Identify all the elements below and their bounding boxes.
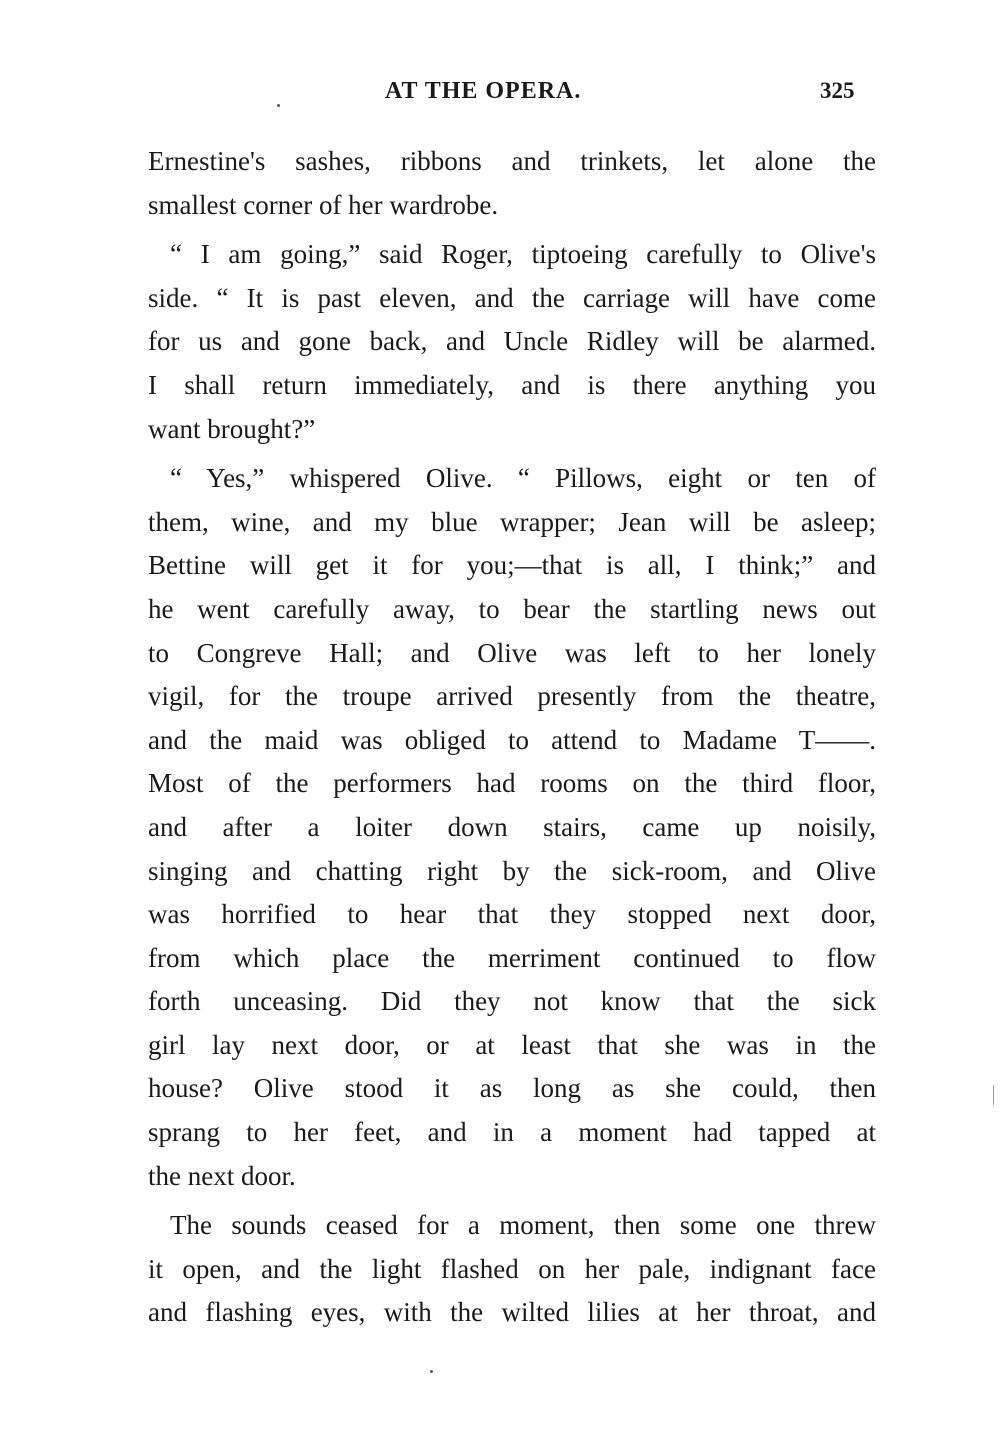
text-line: he went carefully away, to bear the startling news out — [148, 593, 876, 624]
text-line: girl lay next door, or at least that she was in the — [148, 1029, 876, 1060]
text-line: it open, and the light flashed on her pale, indignant face — [148, 1253, 876, 1284]
text-line: I shall return immediately, and is there anything you — [148, 369, 876, 400]
body-text — [148, 140, 876, 1335]
text-line: was horrified to hear that they stopped next door, — [148, 899, 876, 930]
text-line: Bettine will get it for you;—that is all, I think;” and — [148, 550, 876, 581]
text-line: the next door. — [148, 1160, 296, 1191]
paragraph — [148, 1204, 876, 1335]
edge-mark — [993, 1085, 994, 1105]
print-speck — [277, 104, 280, 107]
text-line: and after a loiter down stairs, came up noisily, — [148, 811, 876, 842]
running-title: AT THE OPERA. — [385, 78, 582, 104]
paragraph — [148, 233, 876, 451]
running-head — [0, 78, 1000, 112]
text-line: forth unceasing. Did they not know that the sick — [148, 986, 876, 1017]
text-line: house? Olive stood it as long as she could, then — [148, 1073, 876, 1104]
text-line: “ Yes,” whispered Olive. “ Pillows, eight or ten of — [170, 463, 876, 494]
text-line: sprang to her feet, and in a moment had tapped at — [148, 1117, 876, 1148]
text-line: for us and gone back, and Uncle Ridley will be alarmed. — [148, 326, 876, 357]
text-line: Most of the performers had rooms on the third floor, — [148, 768, 876, 799]
text-line: “ I am going,” said Roger, tiptoeing carefully to Olive's — [170, 239, 876, 270]
text-line: want brought?” — [148, 413, 316, 444]
text-line: and flashing eyes, with the wilted lilies at her throat, and — [148, 1297, 876, 1328]
text-line: singing and chatting right by the sick-room, and Olive — [148, 855, 876, 886]
text-line: The sounds ceased for a moment, then some one threw — [170, 1210, 876, 1241]
text-line: smallest corner of her wardrobe. — [148, 189, 499, 220]
text-line: them, wine, and my blue wrapper; Jean will be asleep; — [148, 506, 876, 537]
text-line: side. “ It is past eleven, and the carriage will have come — [148, 282, 876, 313]
text-line: vigil, for the troupe arrived presently from the theatre, — [148, 681, 876, 712]
text-line: and the maid was obliged to attend to Madame T——. — [148, 724, 876, 755]
page-number: 325 — [820, 78, 855, 103]
paragraph — [148, 140, 876, 227]
text-line: Ernestine's sashes, ribbons and trinkets, let alone the — [148, 146, 876, 176]
text-line: from which place the merriment continued to flow — [148, 942, 876, 973]
print-speck — [430, 1370, 433, 1373]
paragraph — [148, 457, 876, 1198]
text-line: to Congreve Hall; and Olive was left to her lonely — [148, 637, 876, 668]
